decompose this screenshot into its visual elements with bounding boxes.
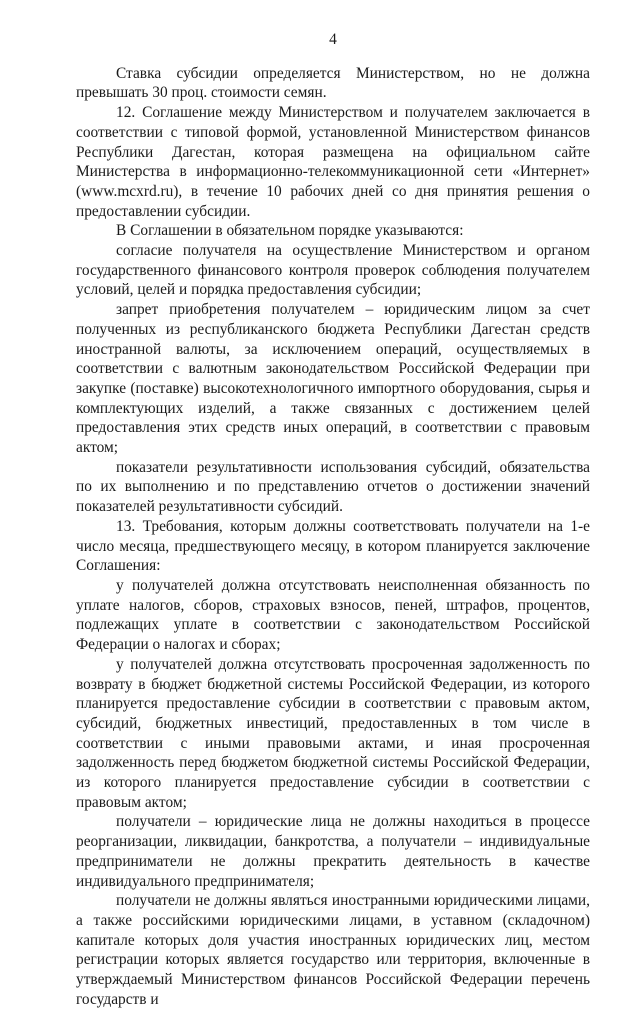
page-number: 4	[329, 31, 337, 48]
paragraph-no-reorganization: получатели – юридические лица не должны находиться в процессе реорганизации, ликвидации, банкротства, а получатели – индивидуальные предприниматели не должны прекратить деятельность в качестве индивидуального предпринимателя;	[76, 813, 590, 890]
document-page	[76, 30, 590, 1009]
paragraph-agreement-terms-intro: В Соглашении в обязательном порядке указываются:	[116, 222, 464, 240]
paragraph-performance-indicators: показатели результативности использования субсидий, обязательства по их выполнению и по представлению отчетов о достижении значений показателей результативности субсидий.	[76, 458, 590, 516]
paragraph-no-overdue-debt: у получателей должна отсутствовать просроченная задолженность по возврату в бюджет бюджетной системы Российской Федерации, из которого планируется предоставление субсидии в соответствии с правовым актом, субсидий, бюджетных инвестиций, предоставленных в том числе в соответствии с иными правовыми актами, и иная просроченная задолженность перед бюджетом бюджетной системы Российской Федерации, из которого планируется предоставление субсидии в соответствии с правовым актом;	[76, 655, 590, 811]
paragraph-not-foreign-entity: получатели не должны являться иностранными юридическими лицами, а также российскими юридическими лицами, в уставном (складочном) капитале которых доля участия иностранных юридических лиц, местом регистрации которых является государство или территория, включенные в утверждаемый Министерством финансов Российской Федерации перечень государств и	[76, 892, 590, 1008]
paragraph-no-tax-debt: у получателей должна отсутствовать неисполненная обязанность по уплате налогов, сборов, страховых взносов, пеней, штрафов, процентов, подлежащих уплате в соответствии с законодательством Российской Федерации о налогах и сборах;	[76, 576, 590, 654]
paragraph-currency-purchase-ban: запрет приобретения получателем – юридическим лицом за счет полученных из республиканского бюджета Республики Дагестан средств иностранной валюты, за исключением операций, осуществляемых в соответствии с валютным законодательством Российской Федерации при закупке (поставке) высокотехнологичного импортного оборудования, сырья и комплектующих изделий, а также связанных с достижением целей предоставления этих средств иных операций, в соответствии с правовым актом;	[76, 301, 590, 457]
paragraph-consent-to-inspections: согласие получателя на осуществление Министерством и органом государственного финансового контроля проверок соблюдения получателем условий, целей и порядка предоставления субсидии;	[76, 242, 590, 299]
paragraph-12-agreement: 12. Соглашение между Министерством и получателем заключается в соответствии с типовой формой, установленной Министерством финансов Республики Дагестан, которая размещена на официальном сайте Министерства в информационно-телекоммуникационной сети «Интернет» (www.mcxrd.ru), в течение 10 рабочих дней со дня принятия решения о предоставлении субсидии.	[76, 104, 590, 220]
paragraph-13-requirements: 13. Требования, которым должны соответствовать получатели на 1-е число месяца, предшествующего месяцу, в котором планируется заключение Соглашения:	[76, 517, 590, 575]
paragraph-subsidy-rate: Ставка субсидии определяется Министерством, но не должна превышать 30 проц. стоимости семян.	[76, 64, 590, 102]
